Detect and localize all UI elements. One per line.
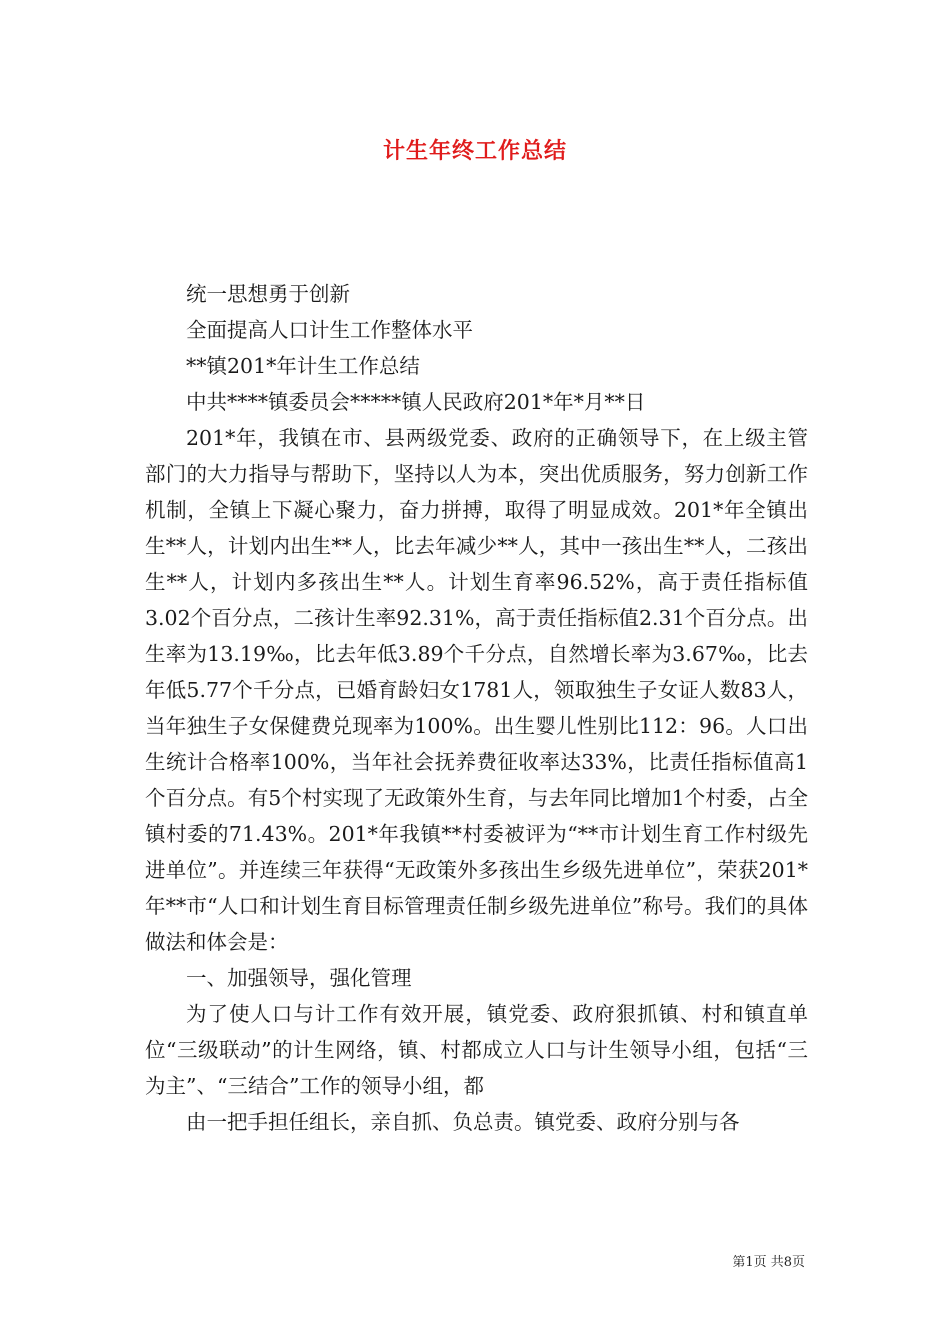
document-body <box>145 276 808 1140</box>
document-title: 计生年终工作总结 <box>382 139 567 164</box>
paragraph: 为了使人口与计工作有效开展，镇党委、政府狠抓镇、村和镇直单位“三级联动”的计生网络，镇、村都成立人口与计生领导小组，包括“三为主”、“三结合”工作的领导小组，都 <box>145 1002 808 1098</box>
paragraph: 中共****镇委员会*****镇人民政府201*年*月**日 <box>186 390 646 414</box>
paragraph: 201*年，我镇在市、县两级党委、政府的正确领导下，在上级主管部门的大力指导与帮助下，坚持以人为本，突出优质服务，努力创新工作机制，全镇上下凝心聚力，奋力拼搏，取得了明显成效。201*年全镇出生**人，计划内出生**人，比去年减少**人，其中一孩出生**人，二孩出生**人，计划内多孩出生**人。计划生育率96.52%，高于责任指标值3.02个百分点，二孩计生率92.31%，高于责任指标值2.31个百分点。出生率为13.19‰，比去年低3.89个千分点，自然增长率为3.67‰，比去年低5.77个千分点，已婚育龄妇女1781人，领取独生子女证人数83人，当年独生子女保健费兑现率为100%。出生婴儿性别比112：96。人口出生统计合格率100%，当年社会抚养费征收率达33%，比责任指标值高1个百分点。有5个村实现了无政策外生育，与去年同比增加1个村委，占全镇村委的71.43%。201*年我镇**村委被评为“**市计划生育工作村级先进单位”。并连续三年获得“无政策外多孩出生乡级先进单位”，荣获201*年**市“人口和计划生育目标管理责任制乡级先进单位”称号。我们的具体做法和体会是： <box>145 426 808 954</box>
paragraph: **镇201*年计生工作总结 <box>186 354 420 378</box>
paragraph: 由一把手担任组长，亲自抓、负总责。镇党委、政府分别与各 <box>186 1110 740 1134</box>
paragraph: 全面提高人口计生工作整体水平 <box>186 318 473 342</box>
section-heading: 一、加强领导，强化管理 <box>186 966 412 990</box>
paragraph: 统一思想勇于创新 <box>186 282 350 306</box>
page-number-footer: 第1页 共8页 <box>732 1255 805 1270</box>
